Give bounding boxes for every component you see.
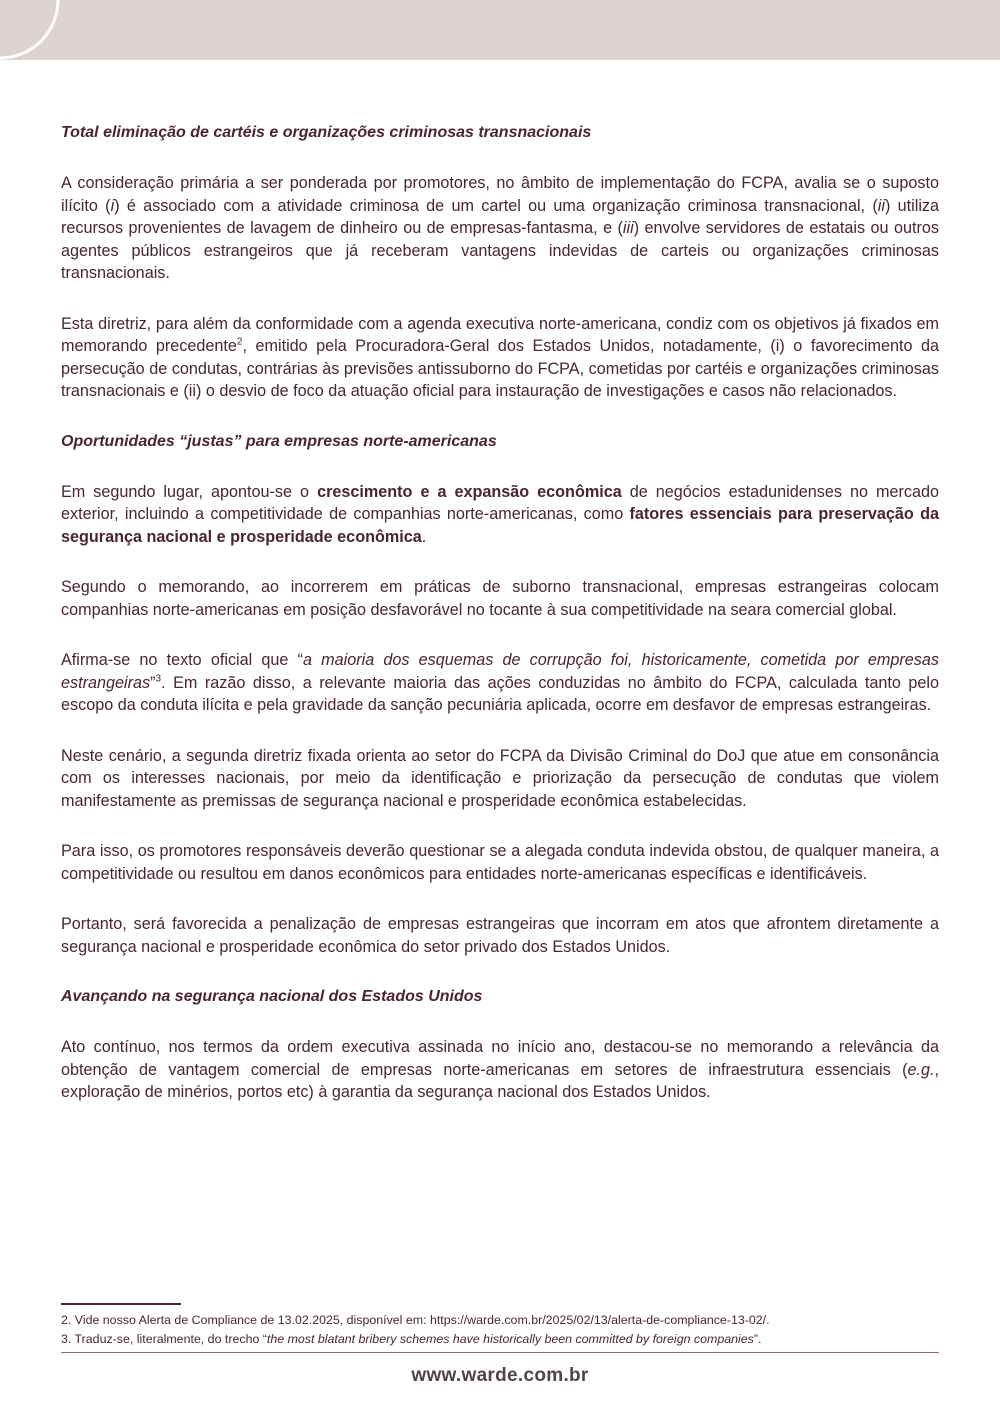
paragraph: Neste cenário, a segunda diretriz fixada orienta ao setor do FCPA da Divisão Criminal do DoJ que atue em consonância com os interesses nacionais, por meio da identificação e priorização da persecução de condutas que violem manifestamente as premissas de segurança nacional e prosperidade econômica estabelecidas. [61,746,939,810]
paragraph: A consideração primária a ser ponderada por promotores, no âmbito de implementação do FCPA, avalia se o suposto ilícito (i) é associado com a atividade criminosa de um cartel ou uma organização criminosa transnacional, (ii) utiliza recursos provenientes de lavagem de dinheiro ou de empresas-fantasma, e (iii) envolve servidores de estatais ou outros agentes públicos estrangeiros que já receberam vantagens indevidas de carteis ou organizações criminosas transnacionais. [61,174,940,282]
paragraph: Esta diretriz, para além da conformidade com a agenda executiva norte-americana, condiz com os objetivos já fixados em memorando precedente$^2$, emitido pela Procuradora-Geral dos Estados Unidos, notadamente, (i) o favorecimento da persecução de condutas, contrárias às previsões antissuborno do FCPA, cometidas por cartéis e organizações criminosas transnacionais e (ii) o desvio de foco da atuação oficial para instauração de investigações e casos não relacionados. [61,314,940,400]
footnote-3: 3. Traduz-se, literalmente, do trecho “the most blatant bribery schemes have historically been committed by foreign companies”. [61,1332,762,1346]
section-heading: Oportunidades “justas” para empresas norte-americanas [61,432,497,450]
footer-website-link[interactable]: www.warde.com.br [411,1365,589,1386]
paragraph: Segundo o memorando, ao incorrerem em práticas de suborno transnacional, empresas estrangeiras colocam companhias norte-americanas em posição desfavorável no tocante à sua competitividade na seara comercial global. [61,578,939,619]
corner-arc-decoration [0,0,70,60]
section-heading: Total eliminação de cartéis e organizações criminosas transnacionais [61,124,592,141]
footnotes [61,1311,939,1349]
footer-divider [61,1352,939,1353]
paragraph: Ato contínuo, nos termos da ordem executiva assinada no início ano, destacou-se no memorando a relevância da obtenção de vantagem comercial de empresas norte-americanas em setores de infraestrutura essenciais (e.g., exploração de minérios, portos etc) à garantia da segurança nacional dos Estados Unidos. [61,1038,939,1101]
paragraph: Em segundo lugar, apontou-se o crescimento e a expansão econômica de negócios estadunidenses no mercado exterior, incluindo a competitividade de companhias norte-americanas, como fatores essenciais para preservação da segurança nacional e prosperidade econômica. [61,482,939,546]
paragraph: Afirma-se no texto oficial que “a maioria dos esquemas de corrupção foi, historicamente, cometida por empresas estrangeiras”$^3$. Em razão disso, a relevante maioria das ações conduzidas no âmbito do FCPA, calculada tanto pelo escopo da conduta ilícita e pela gravidade da sanção pecuniária aplicada, ocorre em desfavor de empresas estrangeiras. [61,651,939,714]
paragraph: Para isso, os promotores responsáveis deverão questionar se a alegada conduta indevida obstou, de qualquer maneira, a competitividade ou resultou em danos econômicos para entidades norte-americanas específicas e identificáveis. [61,842,939,883]
footnote-separator [61,1303,181,1305]
header-band [0,0,1000,60]
section-heading: Avançando na segurança nacional dos Estados Unidos [61,988,483,1005]
paragraph: Portanto, será favorecida a penalização de empresas estrangeiras que incorram em atos que afrontem diretamente a segurança nacional e prosperidade econômica do setor privado dos Estados Unidos. [61,915,939,956]
article-body [61,122,939,1104]
footnote-2: 2. Vide nosso Alerta de Compliance de 13.02.2025, disponível em: https://warde.com.br/2025/02/13/alerta-de-compliance-13-02/. [61,1313,770,1327]
